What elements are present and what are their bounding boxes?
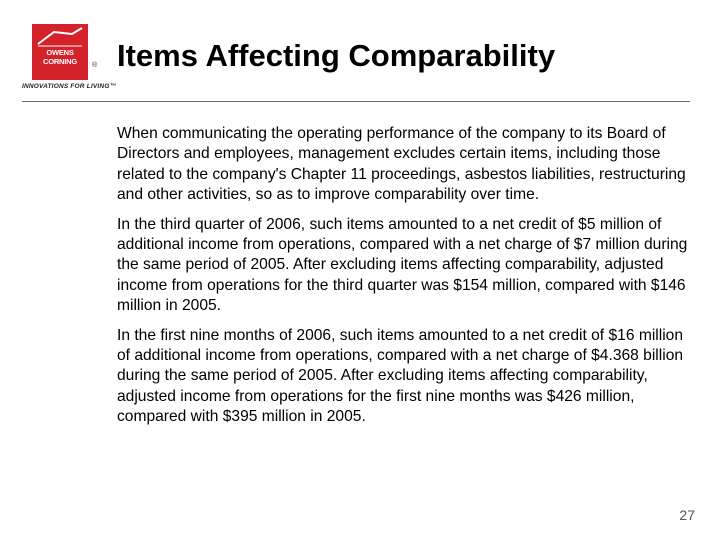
title-divider [22, 101, 690, 102]
slide-title: Items Affecting Comparability [117, 38, 556, 73]
paragraph-nine-months: In the first nine months of 2006, such items amounted to a net credit of $16 million of additional income from operations, compared with a net charge of $4.368 billion during the same period of 2005. After excluding items affecting comparability, adjusted income from operations for the first nine months was $426 million, compared with $395 million in 2005. [117, 326, 684, 426]
registered-mark: ® [92, 62, 98, 69]
page-number: 27 [679, 507, 695, 523]
logo-red-square [32, 24, 88, 80]
paragraph-third-quarter: In the third quarter of 2006, such items amounted to a net credit of $5 million of additional income from operations, compared with a net charge of $7 million during the same period of 2005. After excluding items affecting comparability, adjusted income from operations for the third quarter was $154 million, compared with $146 million in 2005. [117, 215, 688, 315]
company-logo [22, 24, 117, 94]
logo-tagline: INNOVATIONS FOR LIVING™ [22, 83, 117, 90]
logo-brand-text: OWENS CORNING [42, 48, 78, 66]
slide-body [117, 124, 689, 437]
paragraph-overview: When communicating the operating performance of the company to its Board of Directors and employees, management excludes certain items, including those related to the company's Chapter 11 proceedings, asbestos liabilities, restructuring and other activities, so as to improve comparability over time. [117, 125, 686, 204]
